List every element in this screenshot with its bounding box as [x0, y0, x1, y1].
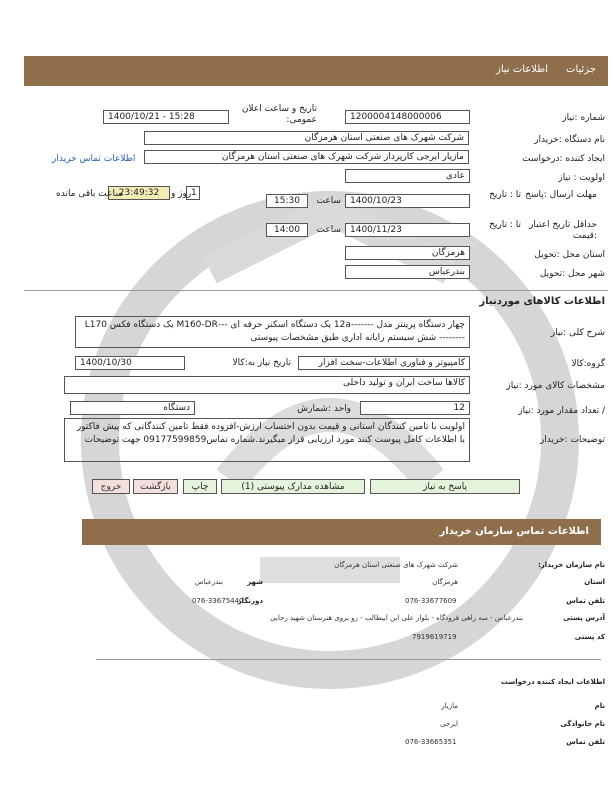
- exit-button[interactable]: خروج: [92, 479, 130, 494]
- quantity-field: 12: [360, 401, 470, 415]
- breadcrumb-details[interactable]: جزئیات: [566, 64, 596, 75]
- back-button[interactable]: بازگشت: [133, 479, 178, 494]
- fax-value: 076-33675440: [192, 597, 244, 605]
- remaining-day-label: روز و: [171, 189, 192, 199]
- goods-section-title: اطلاعات کالاهای موردنیاز: [479, 296, 605, 307]
- city-label: شهر محل :تحویل: [539, 269, 605, 279]
- need-number-label: شماره :نیاز: [562, 113, 605, 123]
- summary-label: شرح کلی :نیاز: [550, 328, 605, 338]
- need-date-field: 1400/10/30: [75, 356, 185, 370]
- need-date-label: تاریخ نیاز به:کالا: [232, 358, 291, 368]
- attachments-button[interactable]: مشاهده مدارک پیوستی (1): [221, 479, 365, 494]
- creator-phone-value: 076-33665351: [405, 738, 457, 746]
- deadline-time-label: ساعت: [316, 196, 341, 206]
- creator-field: مازیار ایرجی کارپرداز شرکت شهرک های صنعتی استان هرمزگان: [144, 150, 469, 164]
- province-label: استان محل :تحویل: [534, 250, 605, 260]
- creator-phone-label: تلفن تماس: [566, 738, 605, 746]
- announce-datetime-field: 1400/10/21 - 15:28: [103, 110, 229, 124]
- name-value: مازیار: [441, 702, 458, 710]
- city-field: بندرعباس: [345, 265, 470, 279]
- org-label: نام سازمان خریدار:: [537, 561, 605, 569]
- reply-button[interactable]: پاسخ به نیاز: [370, 479, 520, 494]
- breadcrumb-need-info[interactable]: اطلاعات نیاز: [496, 64, 548, 75]
- contact-title: اطلاعات تماس سازمان خریدار: [439, 526, 589, 537]
- validity-time-field: 14:00: [266, 223, 308, 237]
- remaining-label: ساعت باقی مانده: [56, 189, 123, 199]
- summary-field: چهار دستگاه پرینتر مدل -------12a یک دستگاه اسکنر حرفه ای ---M160-DR یک دستگاه فکس L170 -------- شش سیستم رایانه اداری طبق مشخصات پیوستی: [75, 316, 470, 348]
- top-nav-bar: [24, 56, 608, 86]
- contact-header-bar: [82, 519, 601, 545]
- buyer-label: نام دستگاه :خریدار: [534, 135, 605, 145]
- announce-label: تاریخ و ساعت اعلان عمومی:: [241, 104, 317, 125]
- address-label: آدرس پستی: [563, 614, 605, 622]
- deadline-to-label: تا : تاریخ: [489, 190, 521, 200]
- print-button[interactable]: چاپ: [183, 479, 217, 494]
- unit-field: دستگاه: [70, 401, 195, 415]
- validity-label: حداقل تاریخ اعتبار :قیمت: [529, 220, 597, 241]
- notes-label: توضیحات :خریدار: [539, 435, 605, 445]
- province-contact-value: هرمزگان: [432, 578, 458, 586]
- unit-label: واحد :شمارش: [297, 404, 351, 414]
- remaining-days-field: 1: [186, 186, 200, 200]
- priority-label: اولویت : نیاز: [558, 173, 605, 183]
- divider: [24, 290, 608, 291]
- need-number-field: 1200004148000006: [345, 110, 470, 124]
- buyer-contact-link[interactable]: اطلاعات تماس خریدار: [52, 154, 136, 164]
- phone-label: تلفن تماس: [566, 597, 605, 605]
- address-value: بندرعباس - سه راهی فرودگاه - بلوار علی ابن ابیطالب - رو بروی هنرستان شهید رجایی: [270, 614, 523, 622]
- org-value: شرکت شهرک های صنعتی استان هرمزگان: [334, 561, 458, 569]
- deadline-time-field: 15:30: [266, 194, 308, 208]
- notes-field: اولویت با تامین کنندگان استانی و قیمت بدون احتساب ارزش-افزوده فقط تامین کنندگانی که پیش فاکتور با اطلاعات کامل پیوست کنند مورد ارزیابی قرار میگیرند.شماره تماس09177599859 جهت توضیحات: [64, 418, 470, 462]
- family-label: نام خانوادگی: [560, 720, 605, 728]
- city-contact-value: بندرعباس: [194, 578, 223, 586]
- buyer-field: شرکت شهرک های صنعتی استان هرمزگان: [144, 131, 469, 145]
- validity-date-field: 1400/11/23: [345, 223, 470, 237]
- family-value: ایرجی: [440, 720, 458, 728]
- creator-label: ایجاد کننده :درخواست: [522, 154, 605, 164]
- validity-to-label: تا : تاریخ: [489, 220, 521, 230]
- creator-section-title: اطلاعات ایجاد کننده درخواست: [500, 678, 605, 686]
- deadline-label: مهلت ارسال :پاسخ: [525, 190, 597, 200]
- priority-field: عادی: [345, 169, 470, 183]
- deadline-date-field: 1400/10/23: [345, 194, 470, 208]
- province-field: هرمزگان: [345, 246, 470, 260]
- fax-label: دورنگار: [237, 597, 263, 605]
- contact-divider: [96, 659, 601, 660]
- quantity-label: / تعداد مقدار مورد :نیاز: [518, 406, 605, 416]
- spec-field: کالاها ساخت ایران و تولید داخلی: [64, 376, 470, 394]
- postal-value: 7919619719: [412, 633, 457, 641]
- city-contact-label: شهر: [247, 578, 263, 586]
- group-field: کامپیوتر و فناوری اطلاعات-سخت افزار: [298, 356, 470, 370]
- group-label: گروه:کالا: [571, 359, 605, 369]
- province-contact-label: استان: [584, 578, 605, 586]
- phone-value: 076-33677609: [405, 597, 457, 605]
- remaining-time-field: 23:49:32: [108, 186, 170, 200]
- spec-label: مشخصات کالای مورد :نیاز: [506, 381, 605, 391]
- validity-time-label: ساعت: [316, 225, 341, 235]
- name-label: نام: [594, 702, 605, 710]
- postal-label: کد پستی: [574, 633, 605, 641]
